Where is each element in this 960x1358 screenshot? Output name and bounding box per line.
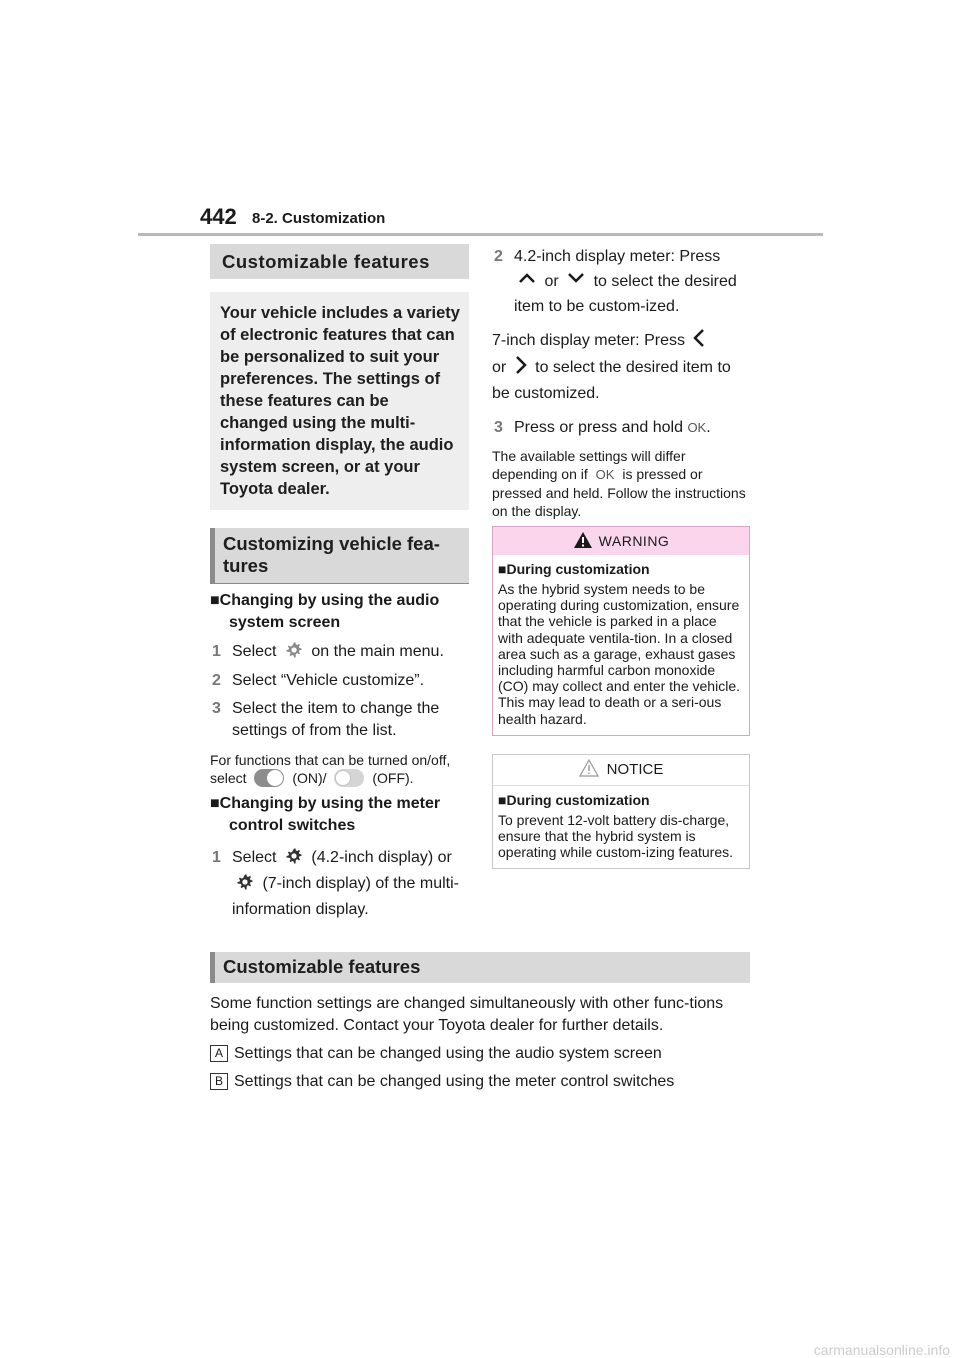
chevron-left-icon: [689, 327, 709, 349]
page-number: 442: [200, 204, 237, 229]
notice-subhead: ■During customization: [498, 791, 650, 808]
note-ok-a: The available settings will differ depending on if: [492, 448, 686, 482]
chevron-down-icon: [563, 271, 589, 285]
gear-icon: [285, 641, 303, 659]
gear-icon: [285, 847, 303, 865]
line-7inch-b: to select the desired item to be customized.: [492, 359, 731, 402]
line-7inch: [492, 327, 750, 407]
step-select-gear: [210, 641, 469, 663]
step-text-b: (4.2-inch display) or: [311, 849, 452, 866]
subhead-meter-text: Changing by using the meter control switches: [219, 795, 441, 834]
customizing-vehicle-features-title: Customizing vehicle fea-tures: [210, 528, 469, 584]
legend-item-b-text: Settings that can be changed using the meter control switches: [234, 1073, 675, 1090]
watermark: carmanualsonline.info: [813, 1342, 950, 1358]
notice-header: [493, 755, 749, 786]
step-number: 1: [212, 643, 221, 660]
step-text: Select “Vehicle customize”.: [232, 672, 425, 689]
notice-body: [493, 786, 749, 869]
step-text-a: Select: [232, 849, 277, 866]
intro-box: Your vehicle includes a variety of electronic features that can be personalized to suit your preferences. The settings of these features can be changed using the multi-information display, the audio system screen, or at your Toyota dealer.: [210, 292, 469, 510]
label-b-box: B: [210, 1073, 228, 1090]
notice-text: To prevent 12-volt battery dis-charge, ensure that the hybrid system is operating while custom-izing features.: [498, 811, 734, 861]
note-toggle: [210, 752, 469, 787]
step-number: 1: [212, 849, 221, 866]
step-text-c: (7-inch display) of the multi-information display.: [232, 875, 459, 918]
bottom-section: [210, 952, 750, 1093]
warning-subhead: ■During customization: [498, 561, 650, 577]
ok-glyph: OK: [595, 467, 615, 482]
notice-triangle-icon: [579, 759, 599, 777]
warning-triangle-icon: [573, 531, 593, 549]
note-ok: [492, 447, 750, 520]
step-meter-select: [210, 845, 469, 923]
section-title: 8-2. Customization: [252, 210, 386, 227]
step-text-b: .: [706, 419, 711, 436]
notice-subhead-text: During customization: [506, 791, 650, 808]
subhead-audio-text: Changing by using the audio system screen: [219, 592, 440, 631]
step-number: 3: [494, 419, 503, 436]
step-press-chevrons: [492, 244, 750, 319]
step-text-a: Press or press and hold: [514, 419, 683, 436]
legend-item-a-text: Settings that can be changed using the audio system screen: [234, 1045, 662, 1062]
step-number: 2: [494, 248, 503, 265]
notice-box: [492, 754, 750, 870]
step-or: or: [544, 273, 559, 290]
label-a-box: A: [210, 1045, 228, 1062]
warning-subhead-text: During customization: [506, 561, 650, 577]
warning-label: WARNING: [598, 533, 670, 549]
toggle-off-icon: [334, 769, 364, 787]
step-number: 2: [212, 672, 221, 689]
step-text-b: to select the desired item to be custom-ized.: [514, 273, 737, 315]
warning-text: As the hybrid system needs to be operating during customization, ensure that the vehicle is parked in a place with adequate ventila-tion. In a closed area such as a garage, exhaust gases including harmful carbon monoxide (CO) may collect and enter the vehicle. This may lead to death or a seri-ous health hazard.: [498, 581, 740, 727]
customizable-features-title: Customizable features: [210, 244, 469, 279]
warning-header: [493, 527, 749, 555]
line-7inch-or: or: [492, 359, 507, 376]
step-text-a: Select: [232, 643, 277, 660]
warning-body: [493, 555, 749, 735]
note-text-a: For functions that can be turned on/off, select: [210, 752, 451, 786]
header-rule: [138, 233, 823, 236]
subhead-audio-screen: ■Changing by using the audio system screen: [210, 592, 440, 631]
customizable-features-title-2: Customizable features: [210, 952, 750, 983]
legend-item-b: [210, 1071, 750, 1093]
step-text-b: on the main menu.: [311, 643, 444, 660]
step-select-vehicle-customize: [210, 670, 469, 692]
note-ok-b: is pressed or pressed and held. Follow the instructions on the display.: [492, 466, 746, 519]
line-7inch-a: 7-inch display meter: Press: [492, 332, 685, 349]
note-text-off: (OFF).: [372, 770, 414, 786]
subhead-meter-switches: ■Changing by using the meter control switches: [210, 795, 441, 834]
bottom-paragraph: Some function settings are changed simultaneously with other func-tions being customized. Contact your Toyota dealer for further details.: [210, 995, 724, 1034]
chevron-right-icon: [511, 354, 531, 376]
notice-label: NOTICE: [606, 760, 664, 778]
warning-box: [492, 526, 750, 736]
note-text-on: (ON)/: [292, 770, 327, 786]
step-number: 3: [212, 700, 221, 717]
step-select-item: [210, 698, 469, 742]
step-text-a: 4.2-inch display meter: Press: [514, 248, 721, 265]
toggle-on-icon: [254, 769, 284, 787]
step-text: Select the item to change the settings of from the list.: [232, 700, 440, 739]
gear-icon: [236, 873, 254, 891]
step-press-ok: [492, 417, 750, 439]
chevron-up-icon: [514, 271, 540, 285]
legend-item-a: [210, 1043, 750, 1065]
ok-glyph: OK: [687, 420, 707, 435]
left-column: [210, 244, 469, 923]
right-column: [492, 244, 750, 869]
